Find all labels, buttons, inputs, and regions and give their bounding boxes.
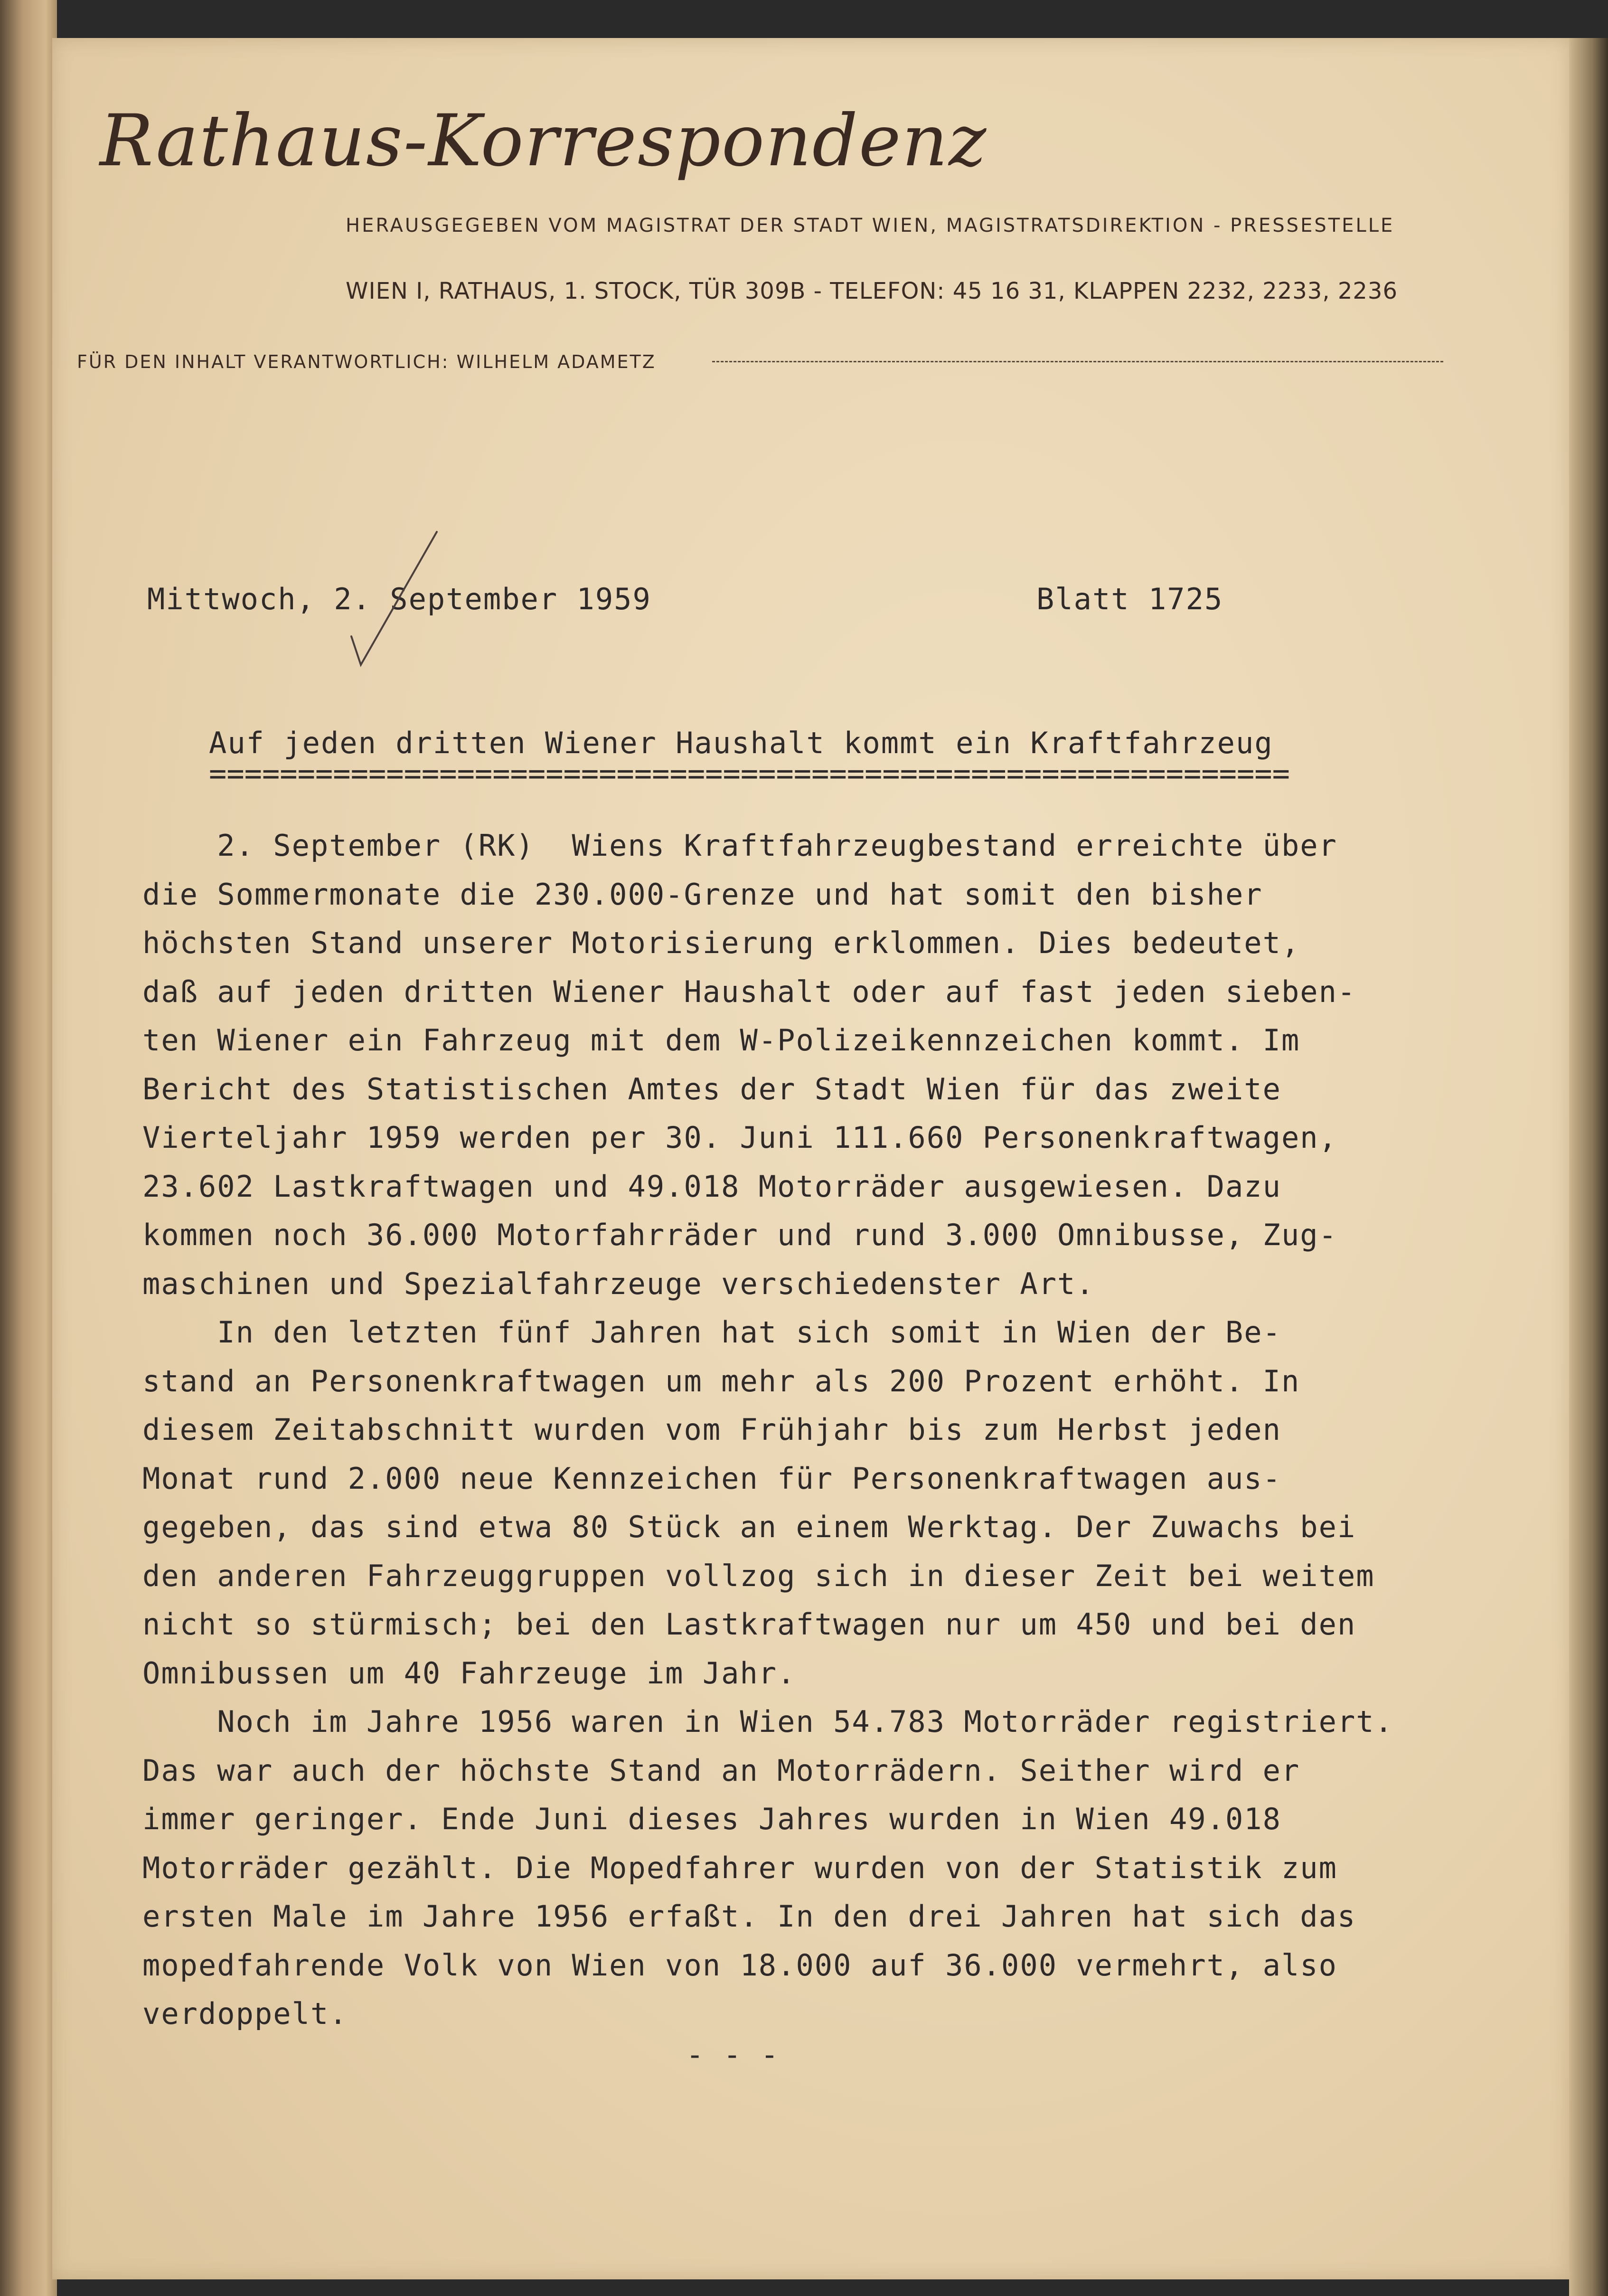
article-line: die Sommermonate die 230.000-Grenze und hat somit den bisher <box>142 877 1263 912</box>
article-line: ten Wiener ein Fahrzeug mit dem W-Polizeikennzeichen kommt. Im <box>142 1023 1300 1058</box>
article-line: ersten Male im Jahre 1956 erfaßt. In den drei Jahren hat sich das <box>142 1899 1356 1934</box>
scan-background-top <box>0 0 1608 38</box>
article-line: maschinen und Spezialfahrzeuge verschiedenster Art. <box>142 1266 1095 1301</box>
article-line: diesem Zeitabschnitt wurden vom Frühjahr bis zum Herbst jeden <box>142 1412 1281 1447</box>
book-spine <box>0 0 57 2296</box>
article-line: In den letzten fünf Jahren hat sich somit in Wien der Be- <box>142 1315 1281 1350</box>
article-line: nicht so stürmisch; bei den Lastkraftwagen nur um 450 und bei den <box>142 1607 1356 1642</box>
article-body <box>142 822 1495 2039</box>
article-line: 23.602 Lastkraftwagen und 49.018 Motorräder ausgewiesen. Dazu <box>142 1169 1281 1204</box>
article-line: höchsten Stand unserer Motorisierung erklommen. Dies bedeutet, <box>142 926 1300 960</box>
page-right-edge <box>1569 38 1608 2296</box>
article-line: Noch im Jahre 1956 waren in Wien 54.783 Motorräder registriert. <box>142 1704 1393 1739</box>
publisher-line: HERAUSGEGEBEN VOM MAGISTRAT DER STADT WIEN, MAGISTRATSDIREKTION - PRESSESTELLE <box>346 215 1395 236</box>
header-rule <box>712 361 1443 362</box>
date-line: Mittwoch, 2. September 1959 <box>147 582 651 616</box>
article-line: den anderen Fahrzeuggruppen vollzog sich in dieser Zeit bei weitem <box>142 1558 1375 1593</box>
article-line: Vierteljahr 1959 werden per 30. Juni 111.660 Personenkraftwagen, <box>142 1120 1337 1155</box>
article-line: immer geringer. Ende Juni dieses Jahres wurden in Wien 49.018 <box>142 1802 1281 1836</box>
article-line: mopedfahrende Volk von Wien von 18.000 auf 36.000 vermehrt, also <box>142 1947 1337 1983</box>
article-title: Auf jeden dritten Wiener Haushalt kommt ein Kraftfahrzeug <box>209 726 1273 760</box>
article-line: verdoppelt. <box>142 1996 348 2031</box>
article-line: Bericht des Statistischen Amtes der Stadt Wien für das zweite <box>142 1071 1281 1106</box>
article-line: 2. September (RK) Wiens Kraftfahrzeugbestand erreichte über <box>142 828 1337 863</box>
article-line: kommen noch 36.000 Motorfahrräder und rund 3.000 Omnibusse, Zug- <box>142 1218 1337 1252</box>
title-underline: ============================================================= <box>209 756 1290 791</box>
sheet-number: Blatt 1725 <box>1036 582 1223 616</box>
masthead-title: Rathaus-Korrespondenz <box>100 100 987 182</box>
article-line: Monat rund 2.000 neue Kennzeichen für Personenkraftwagen aus- <box>142 1461 1281 1496</box>
responsible-line: FÜR DEN INHALT VERANTWORTLICH: WILHELM ADAMETZ <box>77 351 656 372</box>
article-line: Omnibussen um 40 Fahrzeuge im Jahr. <box>142 1655 796 1691</box>
article-line: stand an Personenkraftwagen um mehr als 200 Prozent erhöht. In <box>142 1363 1300 1398</box>
address-line: WIEN I, RATHAUS, 1. STOCK, TÜR 309B - TELEFON: 45 16 31, KLAPPEN 2232, 2233, 2236 <box>346 278 1398 304</box>
article-line: Das war auch der höchste Stand an Motorrädern. Seither wird er <box>142 1753 1300 1788</box>
article-line: Motorräder gezählt. Die Mopedfahrer wurden von der Statistik zum <box>142 1850 1337 1885</box>
end-mark: - - - <box>686 2037 780 2072</box>
article-line: gegeben, das sind etwa 80 Stück an einem Werktag. Der Zuwachs bei <box>142 1510 1356 1544</box>
article-line: daß auf jeden dritten Wiener Haushalt oder auf fast jeden sieben- <box>142 974 1356 1009</box>
pencil-check-mark-icon <box>342 527 446 670</box>
